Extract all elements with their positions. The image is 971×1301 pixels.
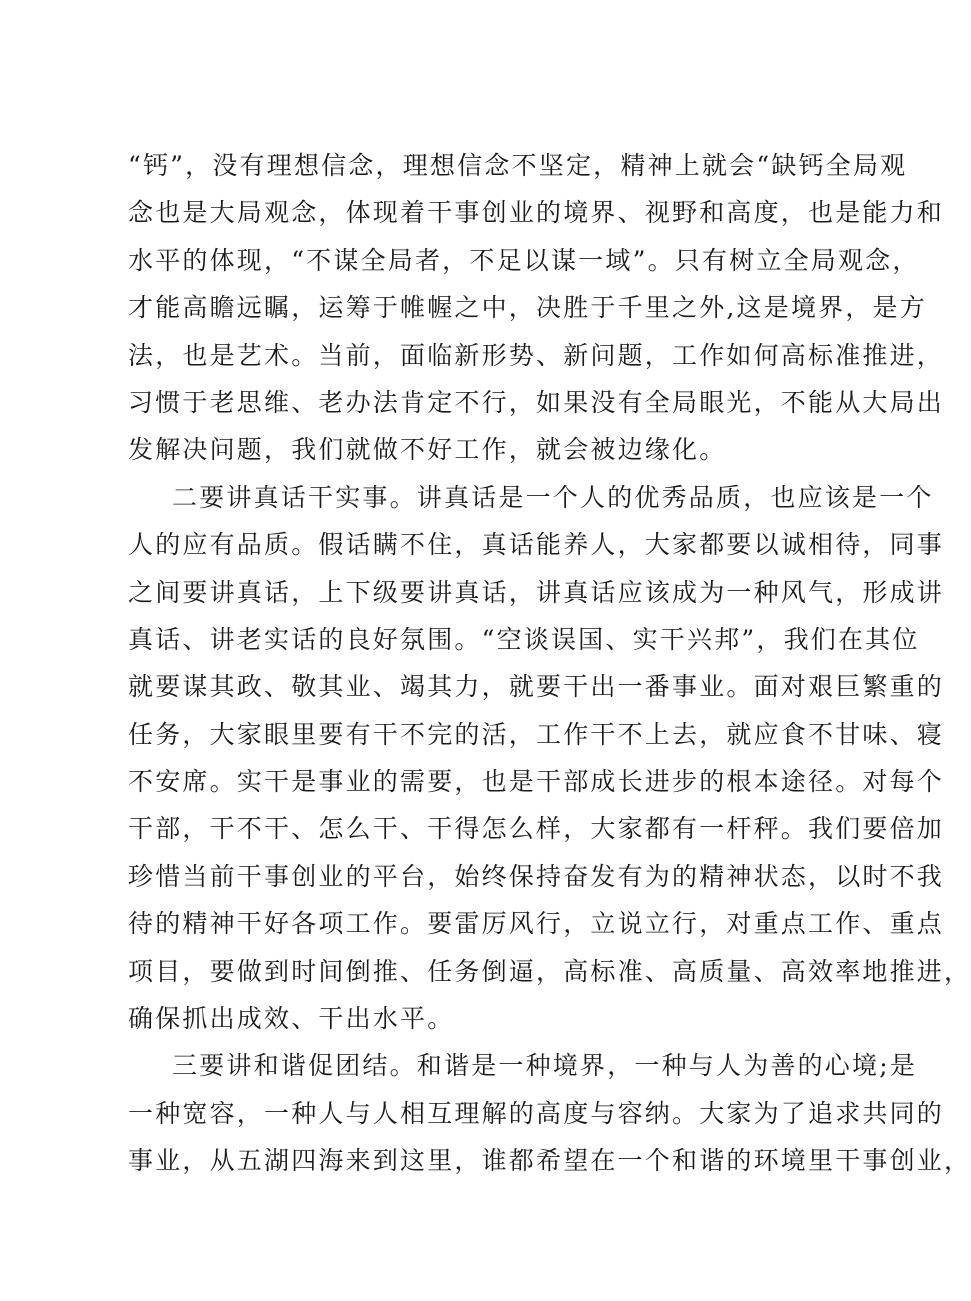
- text-line: 真话、讲老实话的良好氛围。“空谈误国、实干兴邦”，我们在其位: [128, 624, 920, 654]
- body-text: [128, 142, 971, 1185]
- text-line: 一种宽容，一种人与人相互理解的高度与容纳。大家为了追求共同的: [128, 1098, 945, 1128]
- text-line: 待的精神干好各项工作。要雷厉风行，立说立行，对重点工作、重点: [128, 909, 945, 939]
- text-line: 人的应有品质。假话瞒不住，真话能养人，大家都要以诚相待，同事: [128, 530, 945, 560]
- text-line: 习惯于老思维、老办法肯定不行，如果没有全局眼光，不能从大局出: [128, 387, 945, 417]
- text-line: 水平的体现，“不谋全局者，不足以谋一域”。只有树立全局观念，: [128, 245, 920, 275]
- text-line: 珍惜当前干事创业的平台，始终保持奋发有为的精神状态，以时不我: [128, 861, 945, 891]
- text-line: 不安席。实干是事业的需要，也是干部成长进步的根本途径。对每个: [128, 767, 945, 797]
- text-line: 发解决问题，我们就做不好工作，就会被边缘化。: [128, 435, 727, 465]
- text-line: 任务，大家眼里要有干不完的活，工作干不上去，就应食不甘味、寝: [128, 719, 945, 749]
- text-line: 项目，要做到时间倒推、任务倒逼，高标准、高质量、高效率地推进，: [128, 956, 971, 986]
- text-line: 才能高瞻远瞩，运筹于帷幄之中，决胜于千里之外,这是境界，是方: [128, 293, 927, 323]
- text-line: “钙”，没有理想信念，理想信念不坚定，精神上就会“缺钙全局观: [128, 151, 908, 180]
- text-line: 念也是大局观念，体现着干事创业的境界、视野和高度，也是能力和: [128, 198, 945, 228]
- text-line: 二要讲真话干实事。讲真话是一个人的优秀品质，也应该是一个: [172, 482, 934, 512]
- text-line: 之间要讲真话，上下级要讲真话，讲真话应该成为一种风气，形成讲: [128, 577, 945, 607]
- text-line: 干部，干不干、怎么干、干得怎么样，大家都有一杆秤。我们要倍加: [128, 814, 945, 844]
- text-line: 事业，从五湖四海来到这里，谁都希望在一个和谐的环境里干事创业，: [128, 1146, 971, 1176]
- text-line: 法，也是艺术。当前，面临新形势、新问题，工作如何高标准推进，: [128, 340, 945, 370]
- text-line: 确保抓出成效、干出水平。: [128, 1004, 455, 1034]
- text-line: 就要谋其政、敬其业、竭其力，就要干出一番事业。面对艰巨繁重的: [128, 672, 945, 702]
- text-line: 三要讲和谐促团结。和谐是一种境界，一种与人为善的心境;是: [172, 1051, 918, 1081]
